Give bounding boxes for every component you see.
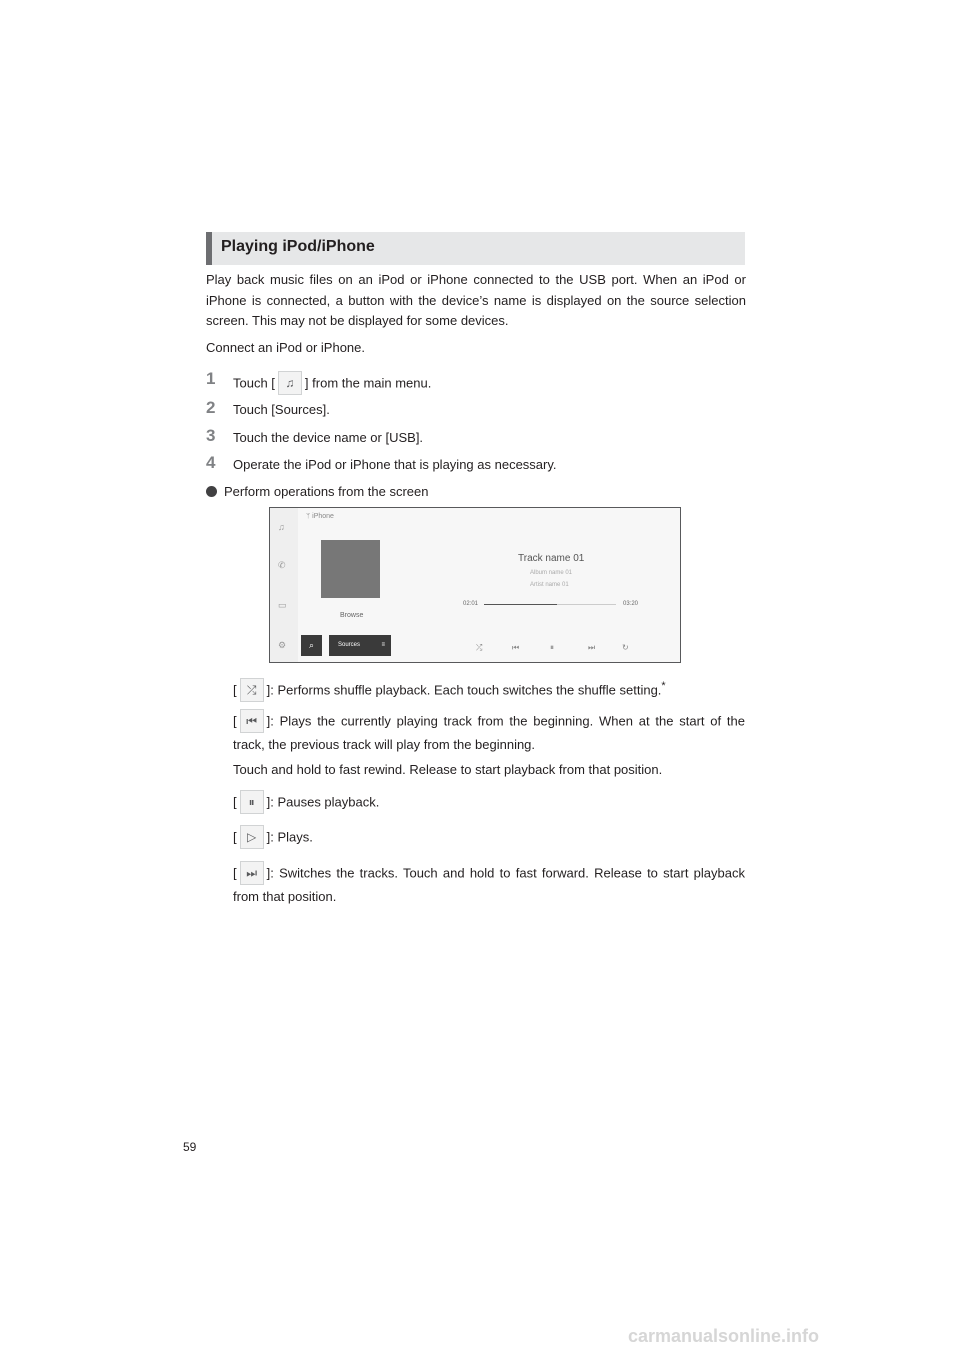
play-description: [ ▷ ]: Plays. — [233, 826, 745, 850]
album-art — [321, 540, 380, 598]
play-icon: ▷ — [240, 825, 264, 849]
step-number: 3 — [206, 426, 216, 445]
browse-button[interactable]: Browse — [340, 612, 364, 619]
shuffle-icon: ⤮ — [240, 678, 264, 702]
sources-button[interactable] — [329, 635, 391, 656]
previous-track-icon: ⏮ — [240, 709, 264, 733]
music-note-icon: ♫ — [278, 371, 302, 395]
next-track-icon: ⏭ — [240, 861, 264, 885]
step-number: 4 — [206, 453, 216, 472]
repeat-icon[interactable]: ↻ — [622, 643, 629, 652]
step-text: Touch the device name or [USB]. — [233, 430, 424, 445]
progress-fill — [484, 604, 557, 605]
watermark: carmanualsonline.info — [628, 1326, 820, 1346]
artist-name: Artist name 01 — [530, 582, 569, 588]
section-title: Playing iPod/iPhone — [221, 238, 375, 255]
intro-paragraph: Play back music files on an iPod or iPhone connected to the USB port. When an iPod or iPhone is connected, a button with the device’s name is displayed on the source selection screen. This may not be displayed for some devices. — [206, 272, 746, 328]
settings-icon[interactable]: ⚙ — [278, 640, 287, 650]
step-text: Operate the iPod or iPhone that is playing as necessary. — [233, 457, 557, 472]
track-name: Track name 01 — [518, 553, 585, 564]
step-text: ] from the main menu. — [304, 375, 432, 391]
pause-icon[interactable]: ⏸ — [550, 643, 554, 652]
step-number: 1 — [206, 369, 216, 388]
album-name: Album name 01 — [530, 570, 573, 576]
progress-track[interactable] — [484, 604, 616, 605]
player-screenshot — [269, 507, 681, 663]
shuffle-icon[interactable]: ⤮ — [476, 643, 483, 652]
connect-instruction: Connect an iPod or iPhone. — [206, 340, 365, 355]
pause-icon: ⏸ — [240, 790, 264, 814]
phone-icon[interactable]: ✆ — [278, 560, 286, 570]
duration-time: 03:20 — [623, 601, 639, 607]
page-number: 59 — [183, 1140, 197, 1154]
rewind-note: Touch and hold to fast rewind. Release to start playback from that position. — [233, 762, 663, 777]
previous-track-icon[interactable]: ⏮ — [512, 643, 520, 652]
step-number: 2 — [206, 398, 216, 417]
chevron-down-icon: ≡ — [381, 642, 385, 648]
sources-label: Sources — [338, 642, 361, 648]
section-header — [206, 232, 745, 265]
music-note-icon[interactable]: ♫ — [278, 522, 285, 532]
previous-description: [ ⏮ ]: Plays the currently playing track from the beginning. When at the start of the track, the previous track will play from the beginning. — [233, 710, 745, 756]
source-label: ᛘ iPhone — [306, 513, 334, 520]
step-text: Touch [ — [233, 375, 275, 391]
bullet-dot — [206, 486, 217, 497]
car-icon[interactable]: ▭ — [278, 600, 287, 610]
bullet-text: Perform operations from the screen — [224, 484, 429, 499]
shuffle-description: [ ⤮ ]: Performs shuffle playback. Each touch switches the shuffle setting.* — [233, 675, 745, 703]
next-description: [ ⏭ ]: Switches the tracks. Touch and hold to fast forward. Release to start playback from that position. — [233, 862, 745, 908]
next-track-icon[interactable]: ⏭ — [588, 643, 596, 652]
step-text: Touch [Sources]. — [233, 402, 330, 417]
side-nav — [270, 508, 298, 662]
elapsed-time: 02:01 — [463, 601, 479, 607]
pause-description: [ ⏸ ]: Pauses playback. — [233, 791, 745, 815]
search-button[interactable]: ⌕ — [301, 635, 322, 656]
usb-icon: ᛘ — [306, 513, 311, 520]
